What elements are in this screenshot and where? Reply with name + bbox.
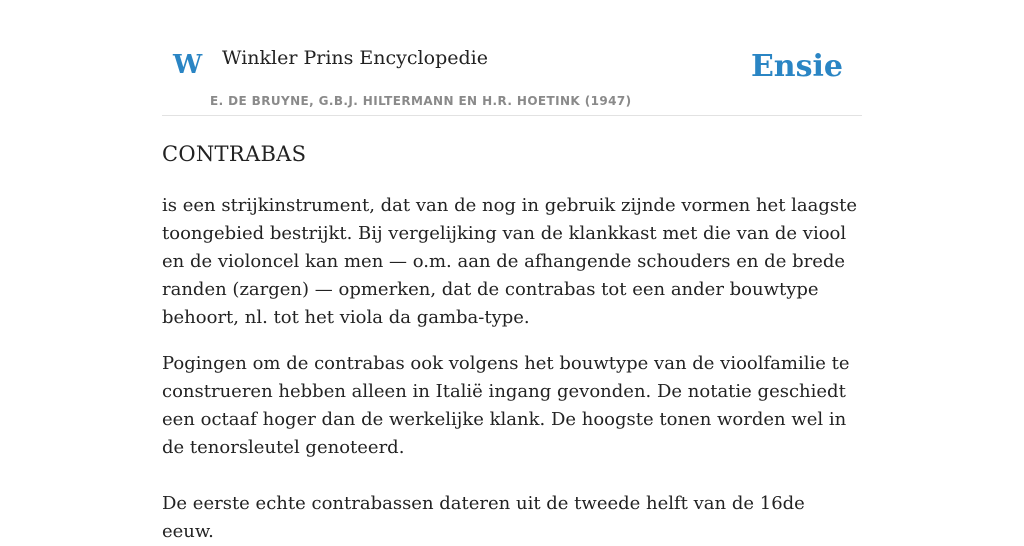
ensie-logo[interactable]: Ensie: [750, 49, 843, 84]
entry-title: CONTRABAS: [162, 142, 307, 166]
entry-paragraph: De eerste echte contrabassen dateren uit de tweede helft van de 16de eeuw.: [162, 493, 805, 542]
site-header: [162, 0, 862, 116]
entry-body: [162, 192, 862, 546]
entry-paragraph: Pogingen om de contrabas ook volgens het bouwtype van de vioolfamilie te construeren hebben alleen in Italië ingang gevonden. De notatie geschiedt een octaaf hoger dan de werkelijke klank. De hoogste tonen worden wel in de tenorsleutel genoteerd.: [162, 353, 850, 458]
entry-paragraph: is een strijkinstrument, dat van de nog in gebruik zijnde vormen het laagste toongebied bestrijkt. Bij vergelijking van de klankkast met die van de viool en de violoncel kan men — o.m. aan de afhangende schouders en de brede randen (zargen) — opmerken, dat de contrabas tot een ander bouwtype behoort, nl. tot het viola da gamba-type.: [162, 195, 858, 328]
article-page: [162, 0, 862, 542]
source-title[interactable]: Winkler Prins Encyclopedie: [222, 47, 488, 69]
source-authors: E. DE BRUYNE, G.B.J. HILTERMANN EN H.R. HOETINK (1947): [210, 94, 632, 108]
winkler-prins-logo-icon[interactable]: W: [173, 50, 203, 80]
